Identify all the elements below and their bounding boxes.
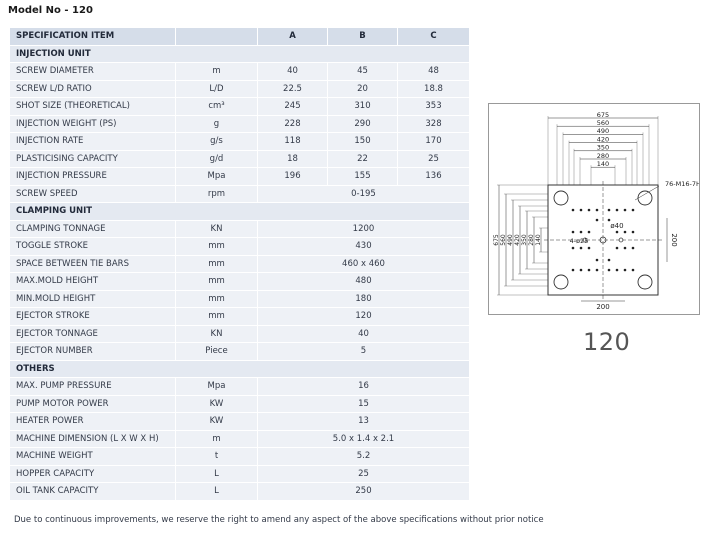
thread-hole <box>572 247 575 250</box>
spec-unit: g <box>176 115 258 133</box>
thread-hole <box>588 209 591 212</box>
section-header <box>10 45 470 63</box>
thread-hole <box>580 231 583 234</box>
thread-hole <box>608 259 611 262</box>
bolt-leader <box>635 186 659 200</box>
spec-value: 480 <box>258 273 470 291</box>
spec-value-c: 48 <box>398 63 470 81</box>
bolt-label: 76-M16-7H <box>665 180 699 188</box>
spec-name: INJECTION PRESSURE <box>10 168 176 186</box>
thread-hole <box>596 209 599 212</box>
spec-value-c: 136 <box>398 168 470 186</box>
thread-hole <box>580 269 583 272</box>
thread-hole <box>596 259 599 262</box>
left-dim-label-0: 675 <box>492 234 500 246</box>
spec-name: PUMP MOTOR POWER <box>10 395 176 413</box>
spec-name: EJECTOR TONNAGE <box>10 325 176 343</box>
table-row <box>10 325 470 343</box>
thread-hole <box>624 209 627 212</box>
thread-hole <box>588 231 591 234</box>
spec-unit: mm <box>176 238 258 256</box>
table-row <box>10 448 470 466</box>
spec-value-b: 155 <box>328 168 398 186</box>
spec-unit: L <box>176 465 258 483</box>
spec-value-b: 22 <box>328 150 398 168</box>
platen-diagram <box>488 103 700 315</box>
specification-table <box>9 27 470 501</box>
spec-name: SCREW L/D RATIO <box>10 80 176 98</box>
top-dim-label-0: 675 <box>596 110 610 119</box>
table-row <box>10 413 470 431</box>
spec-value-c: 328 <box>398 115 470 133</box>
spec-value-c: 18.8 <box>398 80 470 98</box>
table-row <box>10 290 470 308</box>
spec-value-c: 170 <box>398 133 470 151</box>
table-row <box>10 63 470 81</box>
spec-name: EJECTOR STROKE <box>10 308 176 326</box>
thread-hole <box>616 269 619 272</box>
thread-hole <box>588 247 591 250</box>
spec-value-b: 20 <box>328 80 398 98</box>
spec-unit: Mpa <box>176 168 258 186</box>
tie-bar-hole-0 <box>554 191 568 205</box>
table-row <box>10 133 470 151</box>
spec-name: CLAMPING TONNAGE <box>10 220 176 238</box>
section-label: CLAMPING UNIT <box>10 203 470 221</box>
spec-unit: g/d <box>176 150 258 168</box>
spec-value: 15 <box>258 395 470 413</box>
thread-hole <box>624 247 627 250</box>
spec-value: 430 <box>258 238 470 256</box>
tie-bar-hole-3 <box>638 275 652 289</box>
spec-unit: Mpa <box>176 378 258 396</box>
header-c: C <box>398 28 470 46</box>
header-a: A <box>258 28 328 46</box>
spec-value-a: 245 <box>258 98 328 116</box>
table-row <box>10 150 470 168</box>
spec-name: EJECTOR NUMBER <box>10 343 176 361</box>
table-row <box>10 238 470 256</box>
right-dim-label: 200 <box>670 233 678 247</box>
left-dim-label-4: 350 <box>520 234 528 246</box>
thread-hole <box>580 247 583 250</box>
spec-value: 40 <box>258 325 470 343</box>
spec-value: 13 <box>258 413 470 431</box>
spec-value-a: 196 <box>258 168 328 186</box>
spec-value: 16 <box>258 378 470 396</box>
table-row <box>10 115 470 133</box>
spec-value-b: 310 <box>328 98 398 116</box>
table-row <box>10 430 470 448</box>
model-number: 120 <box>583 328 631 356</box>
spec-name: TOGGLE STROKE <box>10 238 176 256</box>
spec-name: SCREW SPEED <box>10 185 176 203</box>
spec-unit: mm <box>176 290 258 308</box>
spec-unit: L <box>176 483 258 501</box>
thread-hole <box>608 219 611 222</box>
thread-hole <box>580 209 583 212</box>
spec-name: HEATER POWER <box>10 413 176 431</box>
left-dim-label-2: 490 <box>506 234 514 246</box>
spec-unit: KW <box>176 395 258 413</box>
spec-name: MAX. PUMP PRESSURE <box>10 378 176 396</box>
spec-unit: L/D <box>176 80 258 98</box>
thread-hole <box>588 269 591 272</box>
table-row <box>10 343 470 361</box>
thread-hole <box>608 269 611 272</box>
spec-value: 460 x 460 <box>258 255 470 273</box>
top-dim-label-5: 280 <box>596 151 610 160</box>
top-dim-label-2: 490 <box>596 127 610 136</box>
spec-value: 5.0 x 1.4 x 2.1 <box>258 430 470 448</box>
thread-hole <box>624 231 627 234</box>
spec-value-a: 18 <box>258 150 328 168</box>
platen-drawing <box>489 104 699 314</box>
top-dim-label-3: 420 <box>596 135 610 144</box>
spec-value-b: 45 <box>328 63 398 81</box>
thread-hole <box>572 209 575 212</box>
thread-hole <box>616 209 619 212</box>
section-header <box>10 360 470 378</box>
section-header <box>10 203 470 221</box>
table-row <box>10 98 470 116</box>
spec-name: MIN.MOLD HEIGHT <box>10 290 176 308</box>
thread-hole <box>608 209 611 212</box>
spec-value: 25 <box>258 465 470 483</box>
spec-name: MAX.MOLD HEIGHT <box>10 273 176 291</box>
page-title: Model No - 120 <box>8 5 93 16</box>
spec-value: 120 <box>258 308 470 326</box>
table-row <box>10 308 470 326</box>
spec-value: 5.2 <box>258 448 470 466</box>
spec-unit: cm³ <box>176 98 258 116</box>
table-row <box>10 378 470 396</box>
left-dim-label-1: 560 <box>499 234 507 246</box>
spec-value-a: 118 <box>258 133 328 151</box>
left-dim-label-3: 420 <box>513 234 521 246</box>
tie-bar-hole-2 <box>554 275 568 289</box>
table-row <box>10 483 470 501</box>
header-unit <box>176 28 258 46</box>
table-row <box>10 168 470 186</box>
spec-value-a: 40 <box>258 63 328 81</box>
top-dim-label-6: 140 <box>596 160 610 168</box>
spec-name: SHOT SIZE (THEORETICAL) <box>10 98 176 116</box>
thread-hole <box>632 231 635 234</box>
table-header <box>10 28 470 46</box>
spec-name: INJECTION RATE <box>10 133 176 151</box>
table-row <box>10 255 470 273</box>
spec-unit: g/s <box>176 133 258 151</box>
section-label: OTHERS <box>10 360 470 378</box>
spec-value: 180 <box>258 290 470 308</box>
spec-unit: Piece <box>176 343 258 361</box>
table-row <box>10 465 470 483</box>
bottom-dim-label: 200 <box>596 303 610 311</box>
spec-name: SCREW DIAMETER <box>10 63 176 81</box>
top-dim-label-1: 560 <box>596 119 610 127</box>
tie-bar-hole-1 <box>638 191 652 205</box>
spec-unit: rpm <box>176 185 258 203</box>
table-row <box>10 80 470 98</box>
spec-value: 5 <box>258 343 470 361</box>
spec-unit: m <box>176 430 258 448</box>
spec-unit: mm <box>176 308 258 326</box>
left-dim-label-5: 280 <box>527 234 535 246</box>
thread-hole <box>632 269 635 272</box>
thread-hole <box>632 247 635 250</box>
spec-unit: KN <box>176 220 258 238</box>
spec-name: MACHINE WEIGHT <box>10 448 176 466</box>
spec-value: 1200 <box>258 220 470 238</box>
spec-value: 250 <box>258 483 470 501</box>
spec-name: SPACE BETWEEN TIE BARS <box>10 255 176 273</box>
left-dim-label-6: 140 <box>534 234 542 246</box>
header-item: SPECIFICATION ITEM <box>10 28 176 46</box>
spec-unit: KW <box>176 413 258 431</box>
thread-hole <box>596 219 599 222</box>
thread-hole <box>632 209 635 212</box>
spec-value-a: 22.5 <box>258 80 328 98</box>
spec-unit: KN <box>176 325 258 343</box>
spec-value-b: 290 <box>328 115 398 133</box>
section-label: INJECTION UNIT <box>10 45 470 63</box>
spec-name: INJECTION WEIGHT (PS) <box>10 115 176 133</box>
spec-value-c: 25 <box>398 150 470 168</box>
spec-name: MACHINE DIMENSION (L X W X H) <box>10 430 176 448</box>
table-row <box>10 185 470 203</box>
side-holes-label: 4-ø25 <box>569 237 589 245</box>
spec-unit: t <box>176 448 258 466</box>
thread-hole <box>624 269 627 272</box>
thread-hole <box>572 269 575 272</box>
spec-name: HOPPER CAPACITY <box>10 465 176 483</box>
thread-hole <box>616 247 619 250</box>
table-row <box>10 395 470 413</box>
top-dim-label-4: 350 <box>596 143 610 152</box>
table-row <box>10 220 470 238</box>
center-hole-label: ø40 <box>610 222 624 230</box>
thread-hole <box>572 231 575 234</box>
spec-unit: m <box>176 63 258 81</box>
spec-name: PLASTICISING CAPACITY <box>10 150 176 168</box>
header-b: B <box>328 28 398 46</box>
spec-unit: mm <box>176 255 258 273</box>
thread-hole <box>616 231 619 234</box>
thread-hole <box>596 269 599 272</box>
disclaimer-note: Due to continuous improvements, we reserve the right to amend any aspect of the above specifications without prior notice <box>14 515 544 525</box>
spec-unit: mm <box>176 273 258 291</box>
spec-value-a: 228 <box>258 115 328 133</box>
spec-value: 0-195 <box>258 185 470 203</box>
spec-value-c: 353 <box>398 98 470 116</box>
table-row <box>10 273 470 291</box>
spec-value-b: 150 <box>328 133 398 151</box>
spec-name: OIL TANK CAPACITY <box>10 483 176 501</box>
